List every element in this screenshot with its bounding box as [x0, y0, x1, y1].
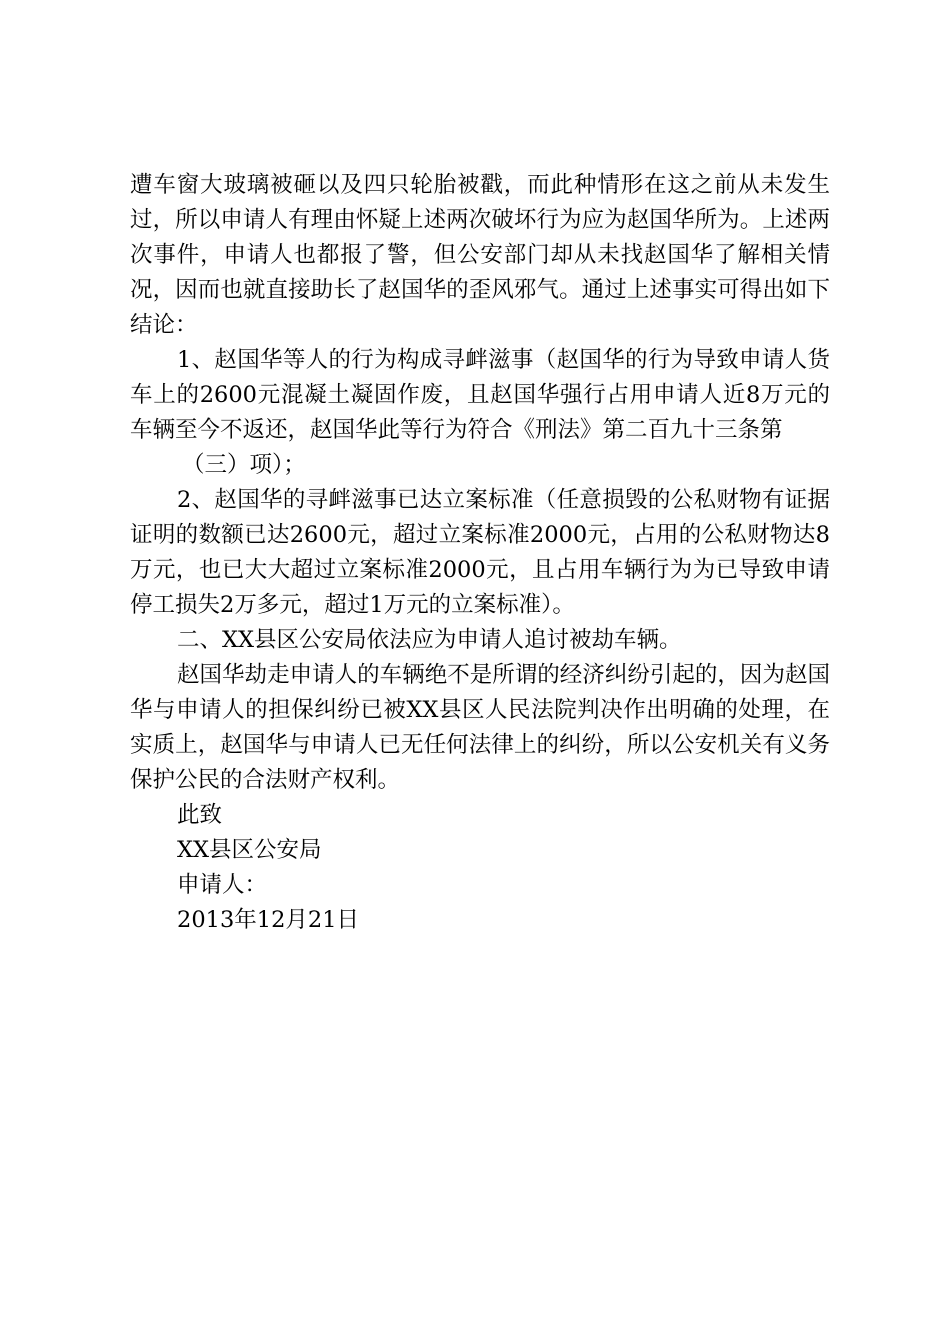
paragraph-conclusion-2: 2、赵国华的寻衅滋事已达立案标准（任意损毁的公私财物有证据证明的数额已达2600元，超过立案标准2000元，占用的公私财物达8万元，也已大大超过立案标准2000元，且占用车辆行为为已导致申请停工损失2万多元，超过1万元的立案标准）。 [130, 487, 830, 618]
closing-salutation: 此致 [177, 802, 223, 828]
paragraph-facts-summary: 遭车窗大玻璃被砸以及四只轮胎被戳，而此种情形在这之前从未发生过，所以申请人有理由怀疑上述两次破坏行为应为赵国华所为。上述两次事件，申请人也都报了警，但公安部门却从未找赵国华了解相关情况，因而也就直接助长了赵国华的歪风邪气。通过上述事实可得出如下结论： [130, 172, 830, 338]
section-heading-2: 二、XX县区公安局依法应为申请人追讨被劫车辆。 [177, 627, 682, 653]
paragraph-conclusion-1-item: （三）项）； [182, 452, 306, 478]
paragraph-section-2-body: 赵国华劫走申请人的车辆绝不是所谓的经济纠纷引起的，因为赵国华与申请人的担保纠纷已被XX县区人民法院判决作出明确的处理，在实质上，赵国华与申请人已无任何法律上的纠纷，所以公安机关有义务保护公民的合法财产权利。 [130, 662, 830, 793]
closing-date: 2013年12月21日 [177, 907, 360, 933]
closing-applicant-label: 申请人： [177, 872, 268, 898]
paragraph-conclusion-1: 1、赵国华等人的行为构成寻衅滋事（赵国华的行为导致申请人货车上的2600元混凝土凝固作废，且赵国华强行占用申请人近8万元的车辆至今不返还，赵国华此等行为符合《刑法》第二百九十三条第 [130, 347, 830, 443]
closing-recipient: XX县区公安局 [177, 837, 322, 863]
document-body [130, 168, 830, 938]
